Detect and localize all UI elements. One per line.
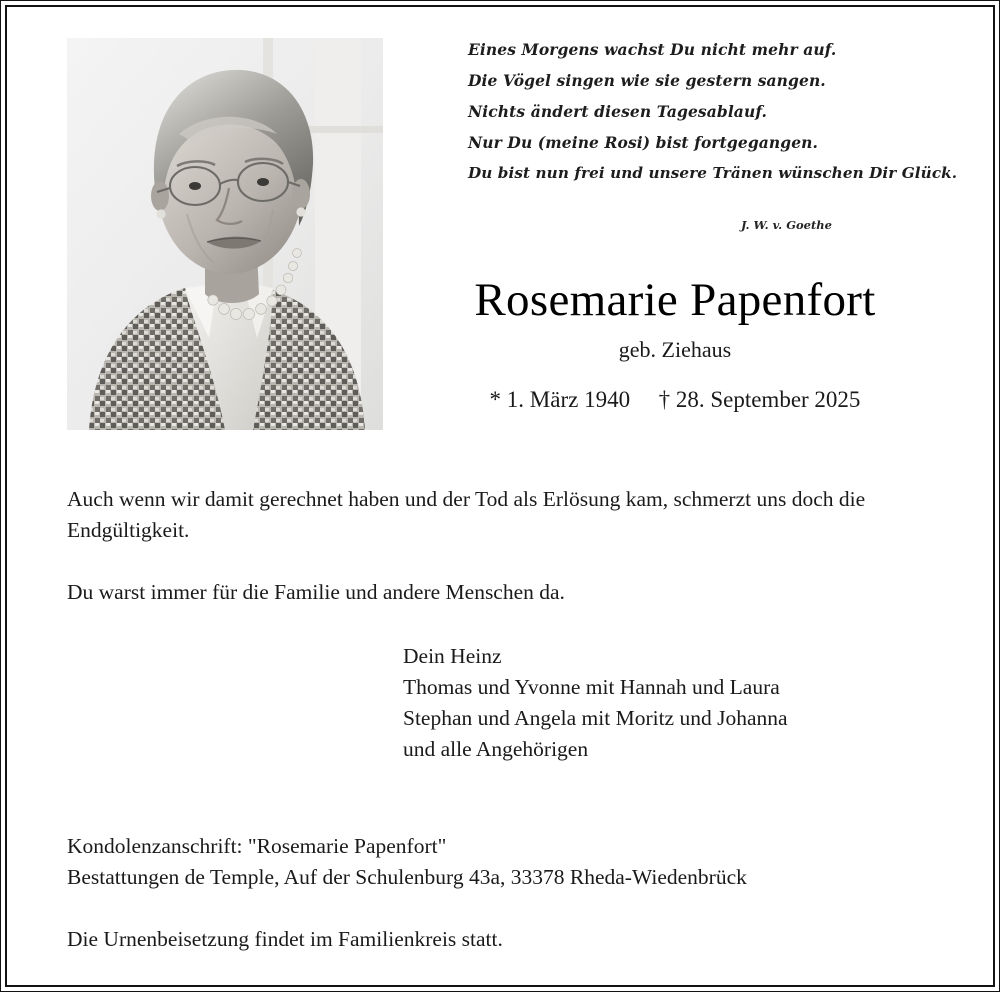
life-dates <box>383 385 967 414</box>
surviving-family-list <box>403 641 788 765</box>
poem-line: Nur Du (meine Rosi) bist fortgegangen. <box>468 133 819 152</box>
burial-note: Die Urnenbeisetzung findet im Familienkreis statt. <box>67 927 503 951</box>
deceased-name: Rosemarie Papenfort <box>474 274 876 326</box>
poem-attribution: J. W. v. Goethe <box>740 218 832 232</box>
maiden-name: geb. Ziehaus <box>618 337 732 362</box>
identity-block <box>383 272 967 414</box>
family-line: und alle Angehörigen <box>403 737 589 761</box>
death-symbol: † <box>658 387 671 412</box>
death-date: 28. September 2025 <box>675 387 861 412</box>
family-line: Stephan und Angela mit Moritz und Johanna <box>403 706 788 730</box>
funeral-home-address: Bestattungen de Temple, Auf der Schulenburg 43a, 33378 Rheda-Wiedenbrück <box>67 865 747 889</box>
memorial-message <box>67 484 947 608</box>
condolence-address-label: Kondolenzanschrift: "Rosemarie Papenfort" <box>67 834 447 858</box>
poem-line: Eines Morgens wachst Du nicht mehr auf. <box>468 40 837 59</box>
memorial-poem <box>468 34 958 189</box>
family-line: Dein Heinz <box>403 644 502 668</box>
poem-line: Die Vögel singen wie sie gestern sangen. <box>468 71 826 90</box>
birth-symbol: * <box>489 387 502 412</box>
poem-line: Du bist nun frei und unsere Tränen wünschen Dir Glück. <box>468 164 958 182</box>
service-information <box>67 831 947 955</box>
portrait-photo <box>67 38 383 430</box>
message-paragraph: Du warst immer für die Familie und andere Menschen da. <box>67 580 565 604</box>
birth-date: 1. März 1940 <box>506 387 631 412</box>
family-line: Thomas und Yvonne mit Hannah und Laura <box>403 675 780 699</box>
poem-line: Nichts ändert diesen Tagesablauf. <box>468 102 768 121</box>
message-paragraph: Auch wenn wir damit gerechnet haben und der Tod als Erlösung kam, schmerzt uns doch die Endgültigkeit. <box>67 487 866 542</box>
